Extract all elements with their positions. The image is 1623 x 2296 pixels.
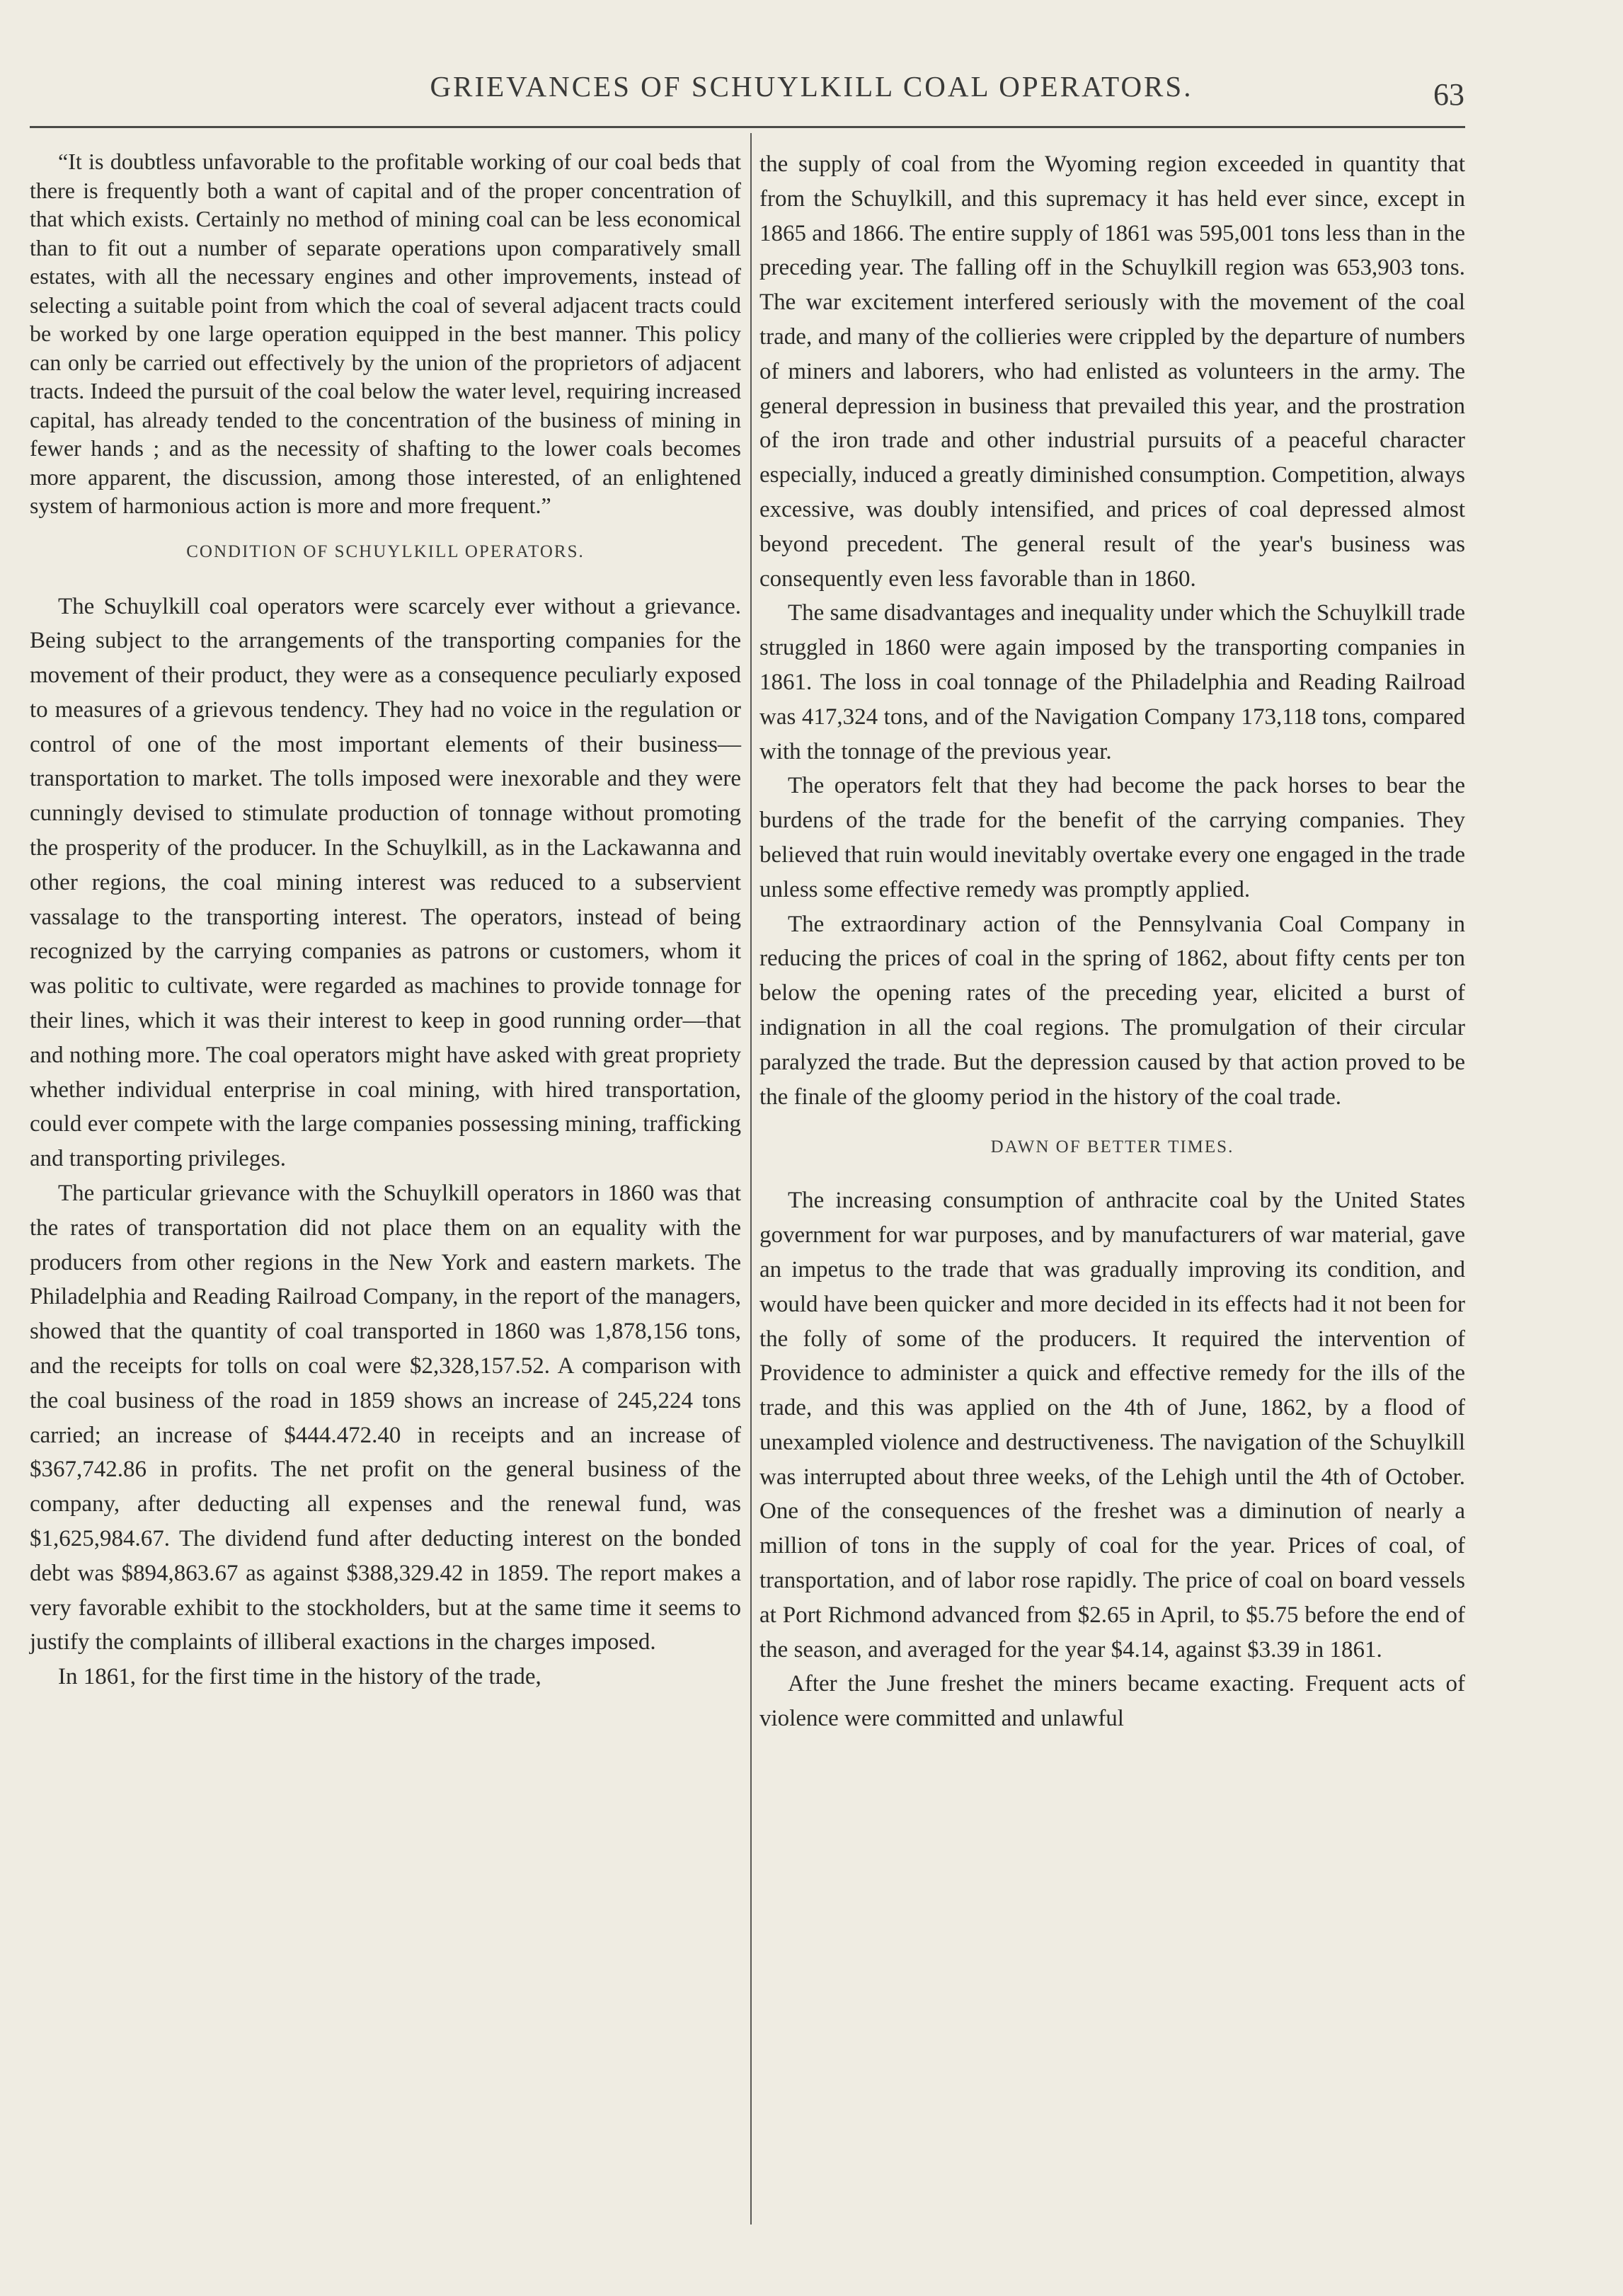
paragraph: The particular grievance with the Schuylkill operators in 1860 was that the rates of transportation did not place them on an equality with the producers from other regions in the New York and eastern markets. The Philadelphia and Reading Railroad Company, in the report of the managers, showed that the quantity of coal transported in 1860 was 1,878,156 tons, and the receipts for tolls on coal were $2,328,157.52. A comparison with the coal business of the road in 1859 shows an increase of 245,224 tons carried; an increase of $444.472.40 in receipts and an increase of $367,742.86 in profits. The net profit on the general business of the company, after deducting all expenses and the renewal fund, was $1,625,984.67. The dividend fund after deducting interest on the bonded debt was $894,863.67 as against $388,329.42 in 1859. The report makes a very favorable exhibit to the stockholders, but at the same time it seems to justify the complaints of illiberal exactions in the charges imposed. [30, 1181, 741, 1655]
running-head: GRIEVANCES OF SCHUYLKILL COAL OPERATORS. [430, 70, 1193, 103]
section-heading-condition: CONDITION OF SCHUYLKILL OPERATORS. [186, 541, 585, 561]
paragraph-continued: the supply of coal from the Wyoming region exceeded in quantity that from the Schuylkill, and this supremacy it has held ever since, except in 1865 and 1866. The entire supply of 1861 was 595,001 tons less than in the preceding year. The falling off in the Schuylkill region was 653,903 tons. The war excitement interfered seriously with the movement of the coal trade, and many of the collieries were crippled by the departure of numbers of miners and laborers, who had enlisted as volunteers in the army. The general depression in business that prevailed this year, and the prostration of the iron trade and other industrial pursuits of a peaceful character especially, induced a greatly diminished consumption. Competition, always excessive, was doubly intensified, and prices of coal depressed almost beyond precedent. The general result of the year's business was consequently even less favorable than in 1860. [759, 151, 1465, 592]
left-column [30, 147, 741, 1694]
column-divider [750, 133, 752, 2225]
section-heading-dawn: DAWN OF BETTER TIMES. [990, 1137, 1234, 1157]
paragraph: The Schuylkill coal operators were scarcely ever without a grievance. Being subject to the arrangements of the transporting companies for the movement of their product, they were as a consequence peculiarly exposed to measures of a grievous tendency. They had no voice in the regulation or control of one of the most important elements of their business—transportation to market. The tolls imposed were inexorable and they were cunningly devised to stimulate production of tonnage without promoting the prosperity of the producer. In the Schuylkill, as in the Lackawanna and other regions, the coal mining interest was reduced to a subservient vassalage to the transporting interest. The operators, instead of being recognized by the carrying companies as patrons or customers, whom it was politic to cultivate, were regarded as machines to provide tonnage for their lines, which it was their interest to keep in good running order—that and nothing more. The coal operators might have asked with great propriety whether individual enterprise in coal mining, with hired transportation, could ever compete with the large companies possessing mining, trafficking and transporting privileges. [30, 593, 741, 1172]
paragraph: The extraordinary action of the Pennsylvania Coal Company in reducing the prices of coal in the spring of 1862, about fifty cents per ton below the opening rates of the preceding year, elicited a burst of indignation in all the coal regions. The promulgation of their circular paralyzed the trade. But the depression caused by that action proved to be the finale of the gloomy period in the history of the coal trade. [759, 911, 1465, 1110]
header-rule [30, 126, 1465, 128]
paragraph: The operators felt that they had become the pack horses to bear the burdens of the trade for the benefit of the carrying companies. They believed that ruin would inevitably overtake every one engaged in the trade unless some effective remedy was promptly applied. [759, 773, 1465, 902]
paragraph: The increasing consumption of anthracite coal by the United States government for war purposes, and by manufacturers of war material, gave an impetus to the trade that was gradually improving its condition, and would have been quicker and more decided in its effects had it not been for the folly of some of the producers. It required the intervention of Providence to administer a quick and effective remedy for the ills of the trade, and this was applied on the 4th of June, 1862, by a flood of unexampled violence and destructiveness. The navigation of the Schuylkill was interrupted about three weeks, of the Lehigh until the 4th of October. One of the consequences of the freshet was a diminution of nearly a million of tons in the supply of coal for the year. Prices of coal, of transportation, and of labor rose rapidly. The price of coal on board vessels at Port Richmond advanced from $2.65 in April, to $5.75 before the end of the season, and averaged for the year $4.14, against $3.39 in 1861. [759, 1188, 1465, 1663]
right-column [759, 147, 1465, 1736]
paragraph: In 1861, for the first time in the history of the trade, [58, 1664, 541, 1690]
page-number: 63 [1433, 77, 1464, 112]
quote-paragraph: “It is doubtless unfavorable to the profitable working of our coal beds that there is frequently both a want of capital and of the proper concentration of that which exists. Certainly no method of mining coal can be less economical than to fit out a number of separate operations upon comparatively small estates, with all the necessary engines and other improvements, instead of selecting a suitable point from which the coal of several adjacent tracts could be worked by one large operation equipped in the best manner. This policy can only be carried out effectively by the union of the proprietors of adjacent tracts. Indeed the pursuit of the coal below the water level, requiring increased capital, has already tended to the concentration of the business of mining in fewer hands ; and as the necessity of shafting to the lower coals becomes more apparent, the discussion, among those interested, of an enlightened system of harmonious action is more and more frequent.” [30, 149, 741, 518]
paragraph: After the June freshet the miners became exacting. Frequent acts of violence were committed and unlawful [759, 1671, 1465, 1732]
paragraph: The same disadvantages and inequality under which the Schuylkill trade struggled in 1860 were again imposed by the transporting companies in 1861. The loss in coal tonnage of the Philadelphia and Reading Railroad was 417,324 tons, and of the Navigation Company 173,118 tons, compared with the tonnage of the previous year. [759, 600, 1465, 764]
